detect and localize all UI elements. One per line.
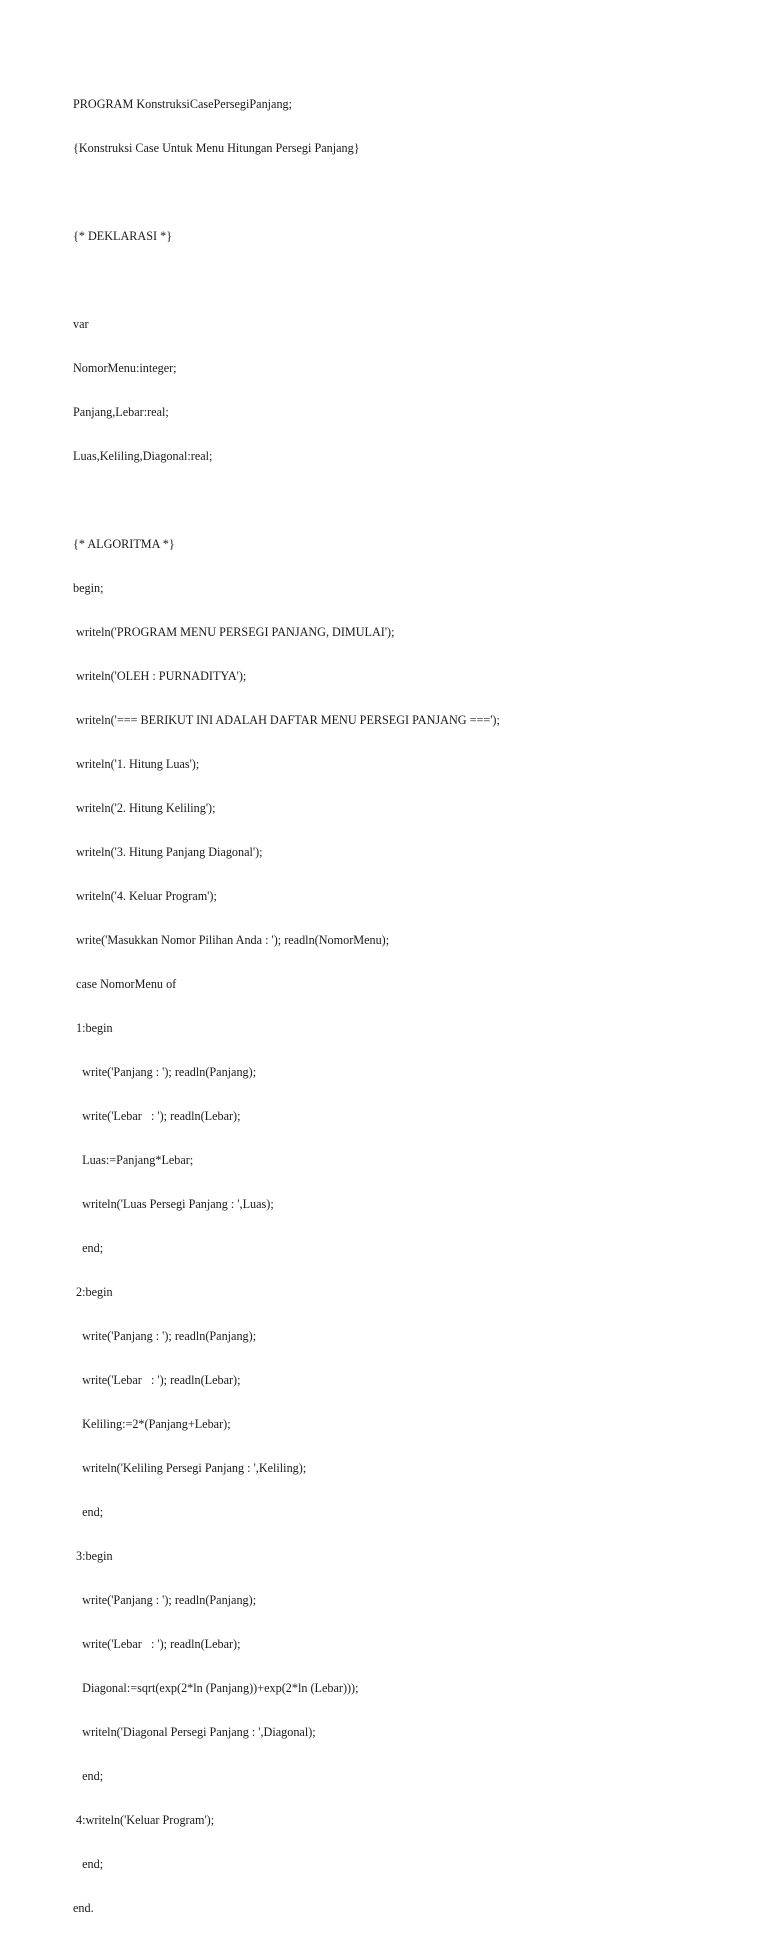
- code-line: writeln('PROGRAM MENU PERSEGI PANJANG, DIMULAI');: [73, 625, 395, 640]
- code-line: writeln('OLEH : PURNADITYA');: [73, 669, 247, 684]
- code-line: write('Lebar : '); readln(Lebar);: [73, 1373, 241, 1388]
- code-line: write('Masukkan Nomor Pilihan Anda : '); readln(NomorMenu);: [73, 933, 390, 948]
- code-line: write('Panjang : '); readln(Panjang);: [73, 1065, 257, 1080]
- code-line: {Konstruksi Case Untuk Menu Hitungan Persegi Panjang}: [73, 141, 360, 156]
- code-line: Luas,Keliling,Diagonal:real;: [73, 449, 213, 464]
- code-line: end.: [73, 1901, 94, 1916]
- code-line: Diagonal:=sqrt(exp(2*ln (Panjang))+exp(2*ln (Lebar)));: [73, 1681, 359, 1696]
- code-line: writeln('Diagonal Persegi Panjang : ',Diagonal);: [73, 1725, 316, 1740]
- code-line: writeln('=== BERIKUT INI ADALAH DAFTAR MENU PERSEGI PANJANG ===');: [73, 713, 500, 728]
- code-line: end;: [73, 1241, 104, 1256]
- code-line: writeln('4. Keluar Program');: [73, 889, 217, 904]
- code-line: end;: [73, 1857, 104, 1872]
- program-listing: [73, 68, 733, 1945]
- code-line: 2:begin: [73, 1285, 113, 1300]
- code-line: end;: [73, 1505, 104, 1520]
- code-line: writeln('Keliling Persegi Panjang : ',Keliling);: [73, 1461, 307, 1476]
- code-line: writeln('1. Hitung Luas');: [73, 757, 200, 772]
- code-line: begin;: [73, 581, 104, 596]
- code-line: writeln('2. Hitung Keliling');: [73, 801, 216, 816]
- code-line: {* ALGORITMA *}: [73, 537, 175, 552]
- code-line: PROGRAM KonstruksiCasePersegiPanjang;: [73, 97, 293, 112]
- code-line: [73, 273, 733, 288]
- code-line: {* DEKLARASI *}: [73, 229, 173, 244]
- code-line: write('Panjang : '); readln(Panjang);: [73, 1329, 257, 1344]
- code-line: writeln('3. Hitung Panjang Diagonal');: [73, 845, 263, 860]
- code-line: Keliling:=2*(Panjang+Lebar);: [73, 1417, 231, 1432]
- code-line: case NomorMenu of: [73, 977, 177, 992]
- code-line: write('Lebar : '); readln(Lebar);: [73, 1109, 241, 1124]
- code-line: 3:begin: [73, 1549, 113, 1564]
- code-line: write('Panjang : '); readln(Panjang);: [73, 1593, 257, 1608]
- code-line: var: [73, 317, 89, 332]
- code-line: end;: [73, 1769, 104, 1784]
- code-line: [73, 493, 733, 508]
- code-line: NomorMenu:integer;: [73, 361, 177, 376]
- code-line: writeln('Luas Persegi Panjang : ',Luas);: [73, 1197, 274, 1212]
- code-line: write('Lebar : '); readln(Lebar);: [73, 1637, 241, 1652]
- code-line: Panjang,Lebar:real;: [73, 405, 169, 420]
- code-line: Luas:=Panjang*Lebar;: [73, 1153, 194, 1168]
- code-line: [73, 185, 733, 200]
- code-line: 1:begin: [73, 1021, 113, 1036]
- code-line: 4:writeln('Keluar Program');: [73, 1813, 215, 1828]
